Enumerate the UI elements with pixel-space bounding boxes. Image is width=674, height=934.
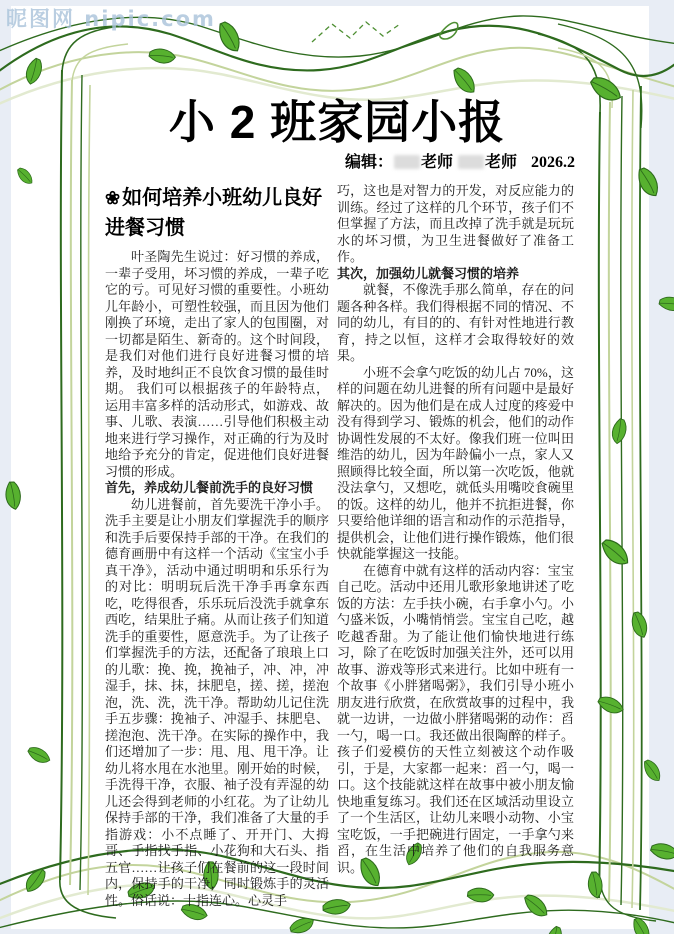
article-title — [105, 183, 329, 243]
article-columns — [105, 183, 574, 909]
paragraph: 叶圣陶先生说过：好习惯的养成，一辈子受用，坏习惯的养成，一辈子吃它的亏。可见好习惯的重要性。小班幼儿年龄小，可塑性较强，而且因为他们刚换了环境，走出了家人的包围圈，对一切都是陌生、新奇的。这个时间段，是我们对他们进行良好进餐习惯的培养，及时地纠正不良饮食习惯的最佳时期。 我们可以根据孩子的年龄特点，运用丰富多样的活动形式，如游戏、故事、儿歌、表演……引导他们积极主动地来进行学习操作，对正确的行为及时地给予充分的肯定，促进他们良好进餐习惯的形成。 — [105, 249, 329, 479]
editor-date: 2026.2 — [531, 154, 575, 171]
redacted-editor-name — [458, 155, 484, 169]
page-title: 小 2 班家园小报 — [168, 96, 506, 148]
article-title-text: 如何培养小班幼儿良好进餐习惯 — [105, 187, 323, 239]
left-column-text — [105, 249, 329, 909]
paragraph: 小班不会拿勺吃饭的幼儿占 70%，这样的问题在幼儿进餐的所有问题中是最好解决的。因为他们是在成人过度的疼爱中没有得到学习、锻炼的机会，他们的动作协调性发展的不太好。像我们班一位叫田维浩的幼儿，因为年龄偏小一点，家人又照顾得比较全面，所以第一次吃饭，他就没法拿勺，又想吃，就低头用嘴咬食碗里的饭。这样的幼儿，他并不抗拒进餐，你只要给他详细的语言和动作的示范指导，提供机会，让他们进行操作锻炼，他们很快就能掌握这一技能。 — [337, 364, 574, 561]
editor-line — [345, 149, 575, 172]
paragraph: 就餐，不像洗手那么简单，存在的问题各种各样。我们得根据不同的情况、不同的幼儿，有目的的、有针对性地进行教育，持之以恒，这样才会取得较好的效果。 — [337, 282, 574, 363]
paragraph: 在德育中就有这样的活动内容：宝宝自己吃。活动中还用儿歌形象地讲述了吃饭的方法：左手扶小碗，右手拿小勺。小勺盛米饭，小嘴悄悄尝。宝宝自己吃，越吃越香甜。为了能让他们愉快地进行练习，除了在吃饭时加强关注外，还可以用故事、游戏等形式来进行。比如中班有一个故事《小胖猪喝粥》，我们引导小班小朋友进行欣赏，在欣赏故事的过程中，我就一边讲，一边做小胖猪喝粥的动作：舀一勺，喝一口。我还做出很陶醉的样子。孩子们爱模仿的天性立刻被这个动作吸引，于是，大家都一起来：舀一勺，喝一口。这个技能就这样在故事中被小朋友愉快地重复练习。我们还在区域活动里设立了一个生活区，让幼儿来喂小动物、小宝宝吃饭，一手把碗进行固定，一手拿勺来舀，在生活中培养了他们的自我服务意识。 — [337, 562, 574, 875]
watermark: 昵图网 nipic.com — [6, 7, 216, 31]
redacted-editor-name — [394, 155, 420, 169]
left-column — [105, 183, 329, 909]
paragraph: 幼儿进餐前，首先要洗干净小手。洗手主要是让小朋友们掌握洗手的顺序和洗手后要保持手部的干净。在我们的德育画册中有这样一个活动《宝宝小手真干净》，活动中通过明明和乐乐行为的对比：明明玩后洗干净手再拿东西吃，吃得很香，乐乐玩后没洗手就拿东西吃，结果肚子痛。从而让孩子们知道洗手的重要性，愿意洗手。为了让孩子们掌握洗手的方法，还配备了琅琅上口的儿歌：挽、挽，挽袖子，冲、冲，冲湿手，抹、抹，抹肥皂，搓、搓，搓泡泡，洗、洗，洗干净。帮助幼儿记住洗手五步骤：挽袖子、冲湿手、抹肥皂、搓泡泡、洗干净。在实际的操作中，我们还增加了一步：甩、甩、甩干净。让幼儿将水甩在水池里。刚开始的时候，手洗得干净，衣服、袖子没有弄湿的幼儿还会得到老师的小红花。为了让幼儿保持手部的干净，我们准备了大量的手指游戏：小不点睡了、开开门、大拇哥、手指找手指、小花狗和大石头、指五官……让孩子们在餐前的这一段时间内，保持手的干净，同时锻炼手的灵活性。俗话说：十指连心。心灵手 — [105, 496, 329, 908]
right-column — [337, 183, 574, 909]
section-subheading: 其次，加强幼儿就餐习惯的培养 — [337, 265, 520, 281]
paragraph: 巧，这也是对智力的开发，对反应能力的训练。经过了这样的几个环节，孩子们不但掌握了方法，而且改掉了洗手就是玩玩水的坏习惯，为卫生进餐做好了准备工作。 — [337, 183, 574, 264]
section-subheading: 首先，养成幼儿餐前洗手的良好习惯 — [105, 480, 314, 495]
teacher-suffix-1: 老师 — [420, 154, 453, 171]
editor-label: 编辑： — [344, 154, 393, 171]
teacher-suffix-2: 老师 — [484, 154, 517, 171]
flower-icon: ❀ — [105, 188, 121, 208]
